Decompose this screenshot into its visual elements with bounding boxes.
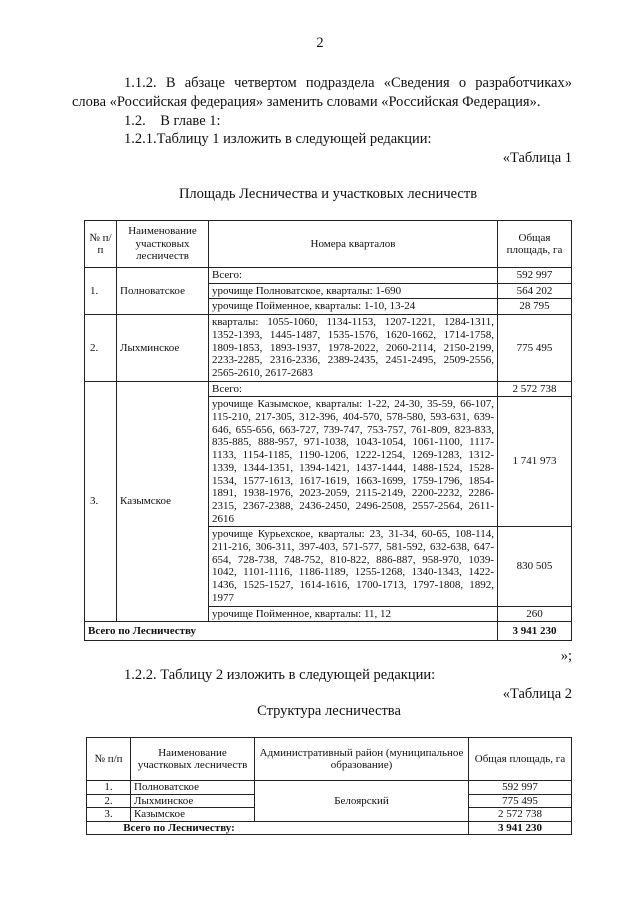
paragraph-4: 1.2.2. Таблицу 2 изложить в следующей редакции: [124, 667, 436, 683]
table-row [85, 268, 572, 284]
row-number: 3. [85, 381, 117, 622]
table-row [87, 781, 572, 795]
area-cell: 260 [498, 606, 572, 622]
area-cell: 28 795 [498, 299, 572, 315]
closing-quote: »; [560, 648, 572, 664]
district-name: Лыхминское [131, 794, 255, 808]
area-cell: 2 572 738 [498, 381, 572, 397]
area-cell: 592 997 [469, 781, 572, 795]
header-total-area: Общая площадь, га [469, 738, 572, 781]
table-row [85, 315, 572, 382]
row-number: 2. [85, 315, 117, 382]
total-label: Всего по Лесничеству: [87, 821, 469, 835]
total-label: Всего по Лесничеству [85, 622, 498, 641]
header-quarters: Номера кварталов [209, 221, 498, 268]
quarters-cell: урочище Пойменное, кварталы: 11, 12 [209, 606, 498, 622]
quarters-cell: урочище Курьехское, кварталы: 23, 31-34, 60-65, 108-114, 211-216, 306-311, 397-403, 571-577, 581-592, 632-638, 647-654, 728-738, 748-752, 810-822, 886-887, 958-970, 1039-1042, 1101-1116, 1186-1189, 1255-1268, 1340-1343, 1422-1436, 1525-1527, 1614-1616, 1700-1713, 1797-1808, 1892, 1977 [209, 527, 498, 606]
header-district-name: Наименование участковых лесничеств [131, 738, 255, 781]
area-cell: 775 495 [469, 794, 572, 808]
row-number: 3. [87, 808, 131, 822]
table-2-reference: «Таблица 2 [502, 686, 572, 702]
district-name: Полноватское [131, 781, 255, 795]
quarters-cell: урочище Казымское, кварталы: 1-22, 24-30, 35-59, 66-107, 115-210, 217-305, 312-396, 404-570, 578-580, 593-631, 639-646, 655-656, 663-727, 739-747, 753-757, 761-809, 823-833, 835-885, 888-957, 971-1038, 1043-1054, 1061-1100, 1117-1133, 1154-1185, 1190-1206, 1222-1254, 1269-1283, 1312-1339, 1344-1351, 1394-1421, 1437-1444, 1488-1524, 1528-1534, 1577-1613, 1617-1619, 1663-1699, 1759-1796, 1854-1891, 1938-1976, 2023-2059, 2115-2149, 2200-2232, 2286-2315, 2367-2388, 2436-2450, 2496-2508, 2557-2564, 2611-2616 [209, 397, 498, 527]
area-cell: 1 741 973 [498, 397, 572, 527]
row-number: 1. [87, 781, 131, 795]
municipality-name: Белоярский [255, 781, 469, 822]
area-cell: 775 495 [498, 315, 572, 382]
quarters-cell: урочище Пойменное, кварталы: 1-10, 13-24 [209, 299, 498, 315]
page-number: 2 [316, 35, 324, 51]
row-number: 1. [85, 268, 117, 315]
table-2-caption: Структура лесничества [257, 703, 401, 719]
table-1-caption: Площадь Лесничества и участковых лесничеств [178, 186, 478, 202]
total-area: 3 941 230 [469, 821, 572, 835]
quarters-cell: кварталы: 1055-1060, 1134-1153, 1207-1221, 1284-1311, 1352-1393, 1445-1487, 1535-1576, 1620-1662, 1714-1758, 1809-1853, 1893-1937, 1978-2022, 2060-2114, 2150-2199, 2233-2285, 2316-2336, 2389-2435, 2451-2495, 2509-2556, 2565-2610, 2617-2683 [209, 315, 498, 382]
header-total-area: Общая площадь, га [498, 221, 572, 268]
total-row [87, 821, 572, 835]
area-cell: 564 202 [498, 283, 572, 299]
quarters-cell: урочище Полноватское, кварталы: 1-690 [209, 283, 498, 299]
total-area: 3 941 230 [498, 622, 572, 641]
district-name: Казымское [131, 808, 255, 822]
table-forest-area [84, 220, 572, 641]
area-cell: 592 997 [498, 268, 572, 284]
paragraph-1-line-2: слова «Российская федерация» заменить словами «Российская Федерация». [72, 94, 541, 110]
table-forest-structure [86, 737, 572, 835]
district-name: Лыхминское [117, 315, 209, 382]
header-municipality: Административный район (муниципальное образование) [255, 738, 469, 781]
row-number: 2. [87, 794, 131, 808]
table-1-reference: «Таблица 1 [502, 150, 572, 166]
quarters-cell: Всего: [209, 381, 498, 397]
area-cell: 2 572 738 [469, 808, 572, 822]
total-row [85, 622, 572, 641]
header-number: № п/п [87, 738, 131, 781]
table-row [85, 381, 572, 397]
area-cell: 830 505 [498, 527, 572, 606]
paragraph-1-line-1: 1.1.2. В абзаце четвертом подраздела «Сведения о разработчиках» [124, 75, 572, 91]
header-district-name: Наименование участковых лесничеств [117, 221, 209, 268]
district-name: Полноватское [117, 268, 209, 315]
header-number: № п/п [85, 221, 117, 268]
paragraph-2: 1.2. В главе 1: [124, 113, 221, 129]
district-name: Казымское [117, 381, 209, 622]
paragraph-3: 1.2.1.Таблицу 1 изложить в следующей редакции: [124, 131, 432, 147]
quarters-cell: Всего: [209, 268, 498, 284]
